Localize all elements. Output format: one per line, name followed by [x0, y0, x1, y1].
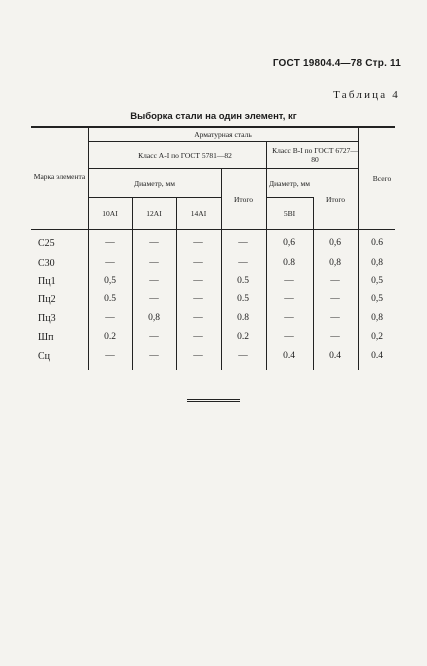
footer-rule — [187, 401, 240, 402]
cell-all: 0.4 — [371, 351, 383, 361]
cell-total-b: — — [330, 276, 340, 286]
cell-c10: 0.2 — [104, 332, 116, 342]
cell-c5: 0.8 — [283, 258, 295, 268]
cell-c10: 0,5 — [104, 276, 116, 286]
cell-total-a: 0.2 — [237, 332, 249, 342]
cell-all: 0,2 — [371, 332, 383, 342]
header-diameter: Диаметр, мм — [134, 178, 175, 188]
cell-all: 0,5 — [371, 276, 383, 286]
row-name: Шп — [38, 332, 54, 343]
cell-total-a: 0.5 — [237, 276, 249, 286]
header-12ai: 12AI — [146, 209, 162, 218]
cell-c14: — — [193, 351, 203, 361]
cell-c14: — — [193, 332, 203, 342]
row-name: Пц2 — [38, 294, 56, 305]
cell-c14: — — [193, 276, 203, 286]
cell-c14: — — [193, 258, 203, 268]
cell-c14: — — [193, 294, 203, 304]
header-5bi: 5BI — [283, 209, 296, 218]
table-label: Таблица 4 — [333, 89, 400, 101]
cell-c12: — — [149, 238, 159, 248]
col-rule — [313, 197, 314, 370]
cell-total-b: 0,6 — [329, 238, 341, 248]
cell-c10: — — [105, 238, 115, 248]
cell-total-b: — — [330, 313, 340, 323]
row-name: Сц — [38, 351, 51, 362]
header-class-ai: Класс А-I по ГОСТ 5781—82 — [138, 150, 232, 160]
cell-c5: — — [284, 332, 294, 342]
header-14ai: 14AI — [190, 209, 207, 218]
cell-all: 0,8 — [371, 258, 383, 268]
cell-total-b: 0.4 — [329, 351, 341, 361]
header-class-bi: Класс В-I по ГОСТ 6727—80 — [272, 146, 358, 164]
cell-total-a: — — [238, 351, 248, 361]
cell-all: 0,5 — [371, 294, 383, 304]
cell-c10: — — [105, 351, 115, 361]
footer-rule — [187, 399, 240, 400]
rule-under-diameter — [88, 197, 221, 198]
document-code: ГОСТ 19804.4—78 Стр. 11 — [272, 58, 401, 69]
cell-c12: — — [149, 258, 159, 268]
row-name: С30 — [38, 258, 55, 269]
cell-c5: 0,6 — [283, 238, 295, 248]
rule-under-class — [88, 168, 358, 169]
cell-c14: — — [193, 313, 203, 323]
cell-total-a: 0.5 — [237, 294, 249, 304]
header-total-bi: Итого — [326, 194, 345, 204]
cell-total-a: 0.8 — [237, 313, 249, 323]
header-total-ai: Итого — [234, 194, 253, 204]
cell-total-a: — — [238, 258, 248, 268]
table-title: Выборка стали на один элемент, кг — [130, 111, 297, 122]
cell-c10: — — [105, 313, 115, 323]
cell-total-b: 0,8 — [329, 258, 341, 268]
header-brand: Марка элемента — [33, 171, 86, 181]
row-name: Пц1 — [38, 276, 56, 287]
header-reinforcing-steel: Арматурная сталь — [194, 130, 252, 139]
row-name: С25 — [38, 238, 55, 249]
header-10ai: 10AI — [102, 209, 118, 218]
col-rule — [88, 127, 89, 370]
cell-c5: — — [284, 313, 294, 323]
cell-c10: 0.5 — [104, 294, 116, 304]
cell-c12: — — [149, 276, 159, 286]
cell-total-a: — — [238, 238, 248, 248]
cell-c10: — — [105, 258, 115, 268]
col-rule — [358, 127, 359, 370]
cell-c12: — — [149, 351, 159, 361]
cell-c5: 0.4 — [283, 351, 295, 361]
row-name: Пц3 — [38, 313, 56, 324]
cell-all: 0,8 — [371, 313, 383, 323]
cell-c12: — — [149, 294, 159, 304]
cell-total-b: — — [330, 332, 340, 342]
cell-c12: 0,8 — [148, 313, 160, 323]
cell-c12: — — [149, 332, 159, 342]
cell-c5: — — [284, 294, 294, 304]
header-diameter-bi: Диаметр, мм — [269, 178, 310, 188]
cell-c14: — — [193, 238, 203, 248]
header-bottom-rule — [31, 229, 395, 230]
header-grand-total: Всего — [372, 173, 392, 183]
rule-under-diameter-bi — [266, 197, 313, 198]
cell-total-b: — — [330, 294, 340, 304]
cell-c5: — — [284, 276, 294, 286]
cell-all: 0.6 — [371, 238, 383, 248]
